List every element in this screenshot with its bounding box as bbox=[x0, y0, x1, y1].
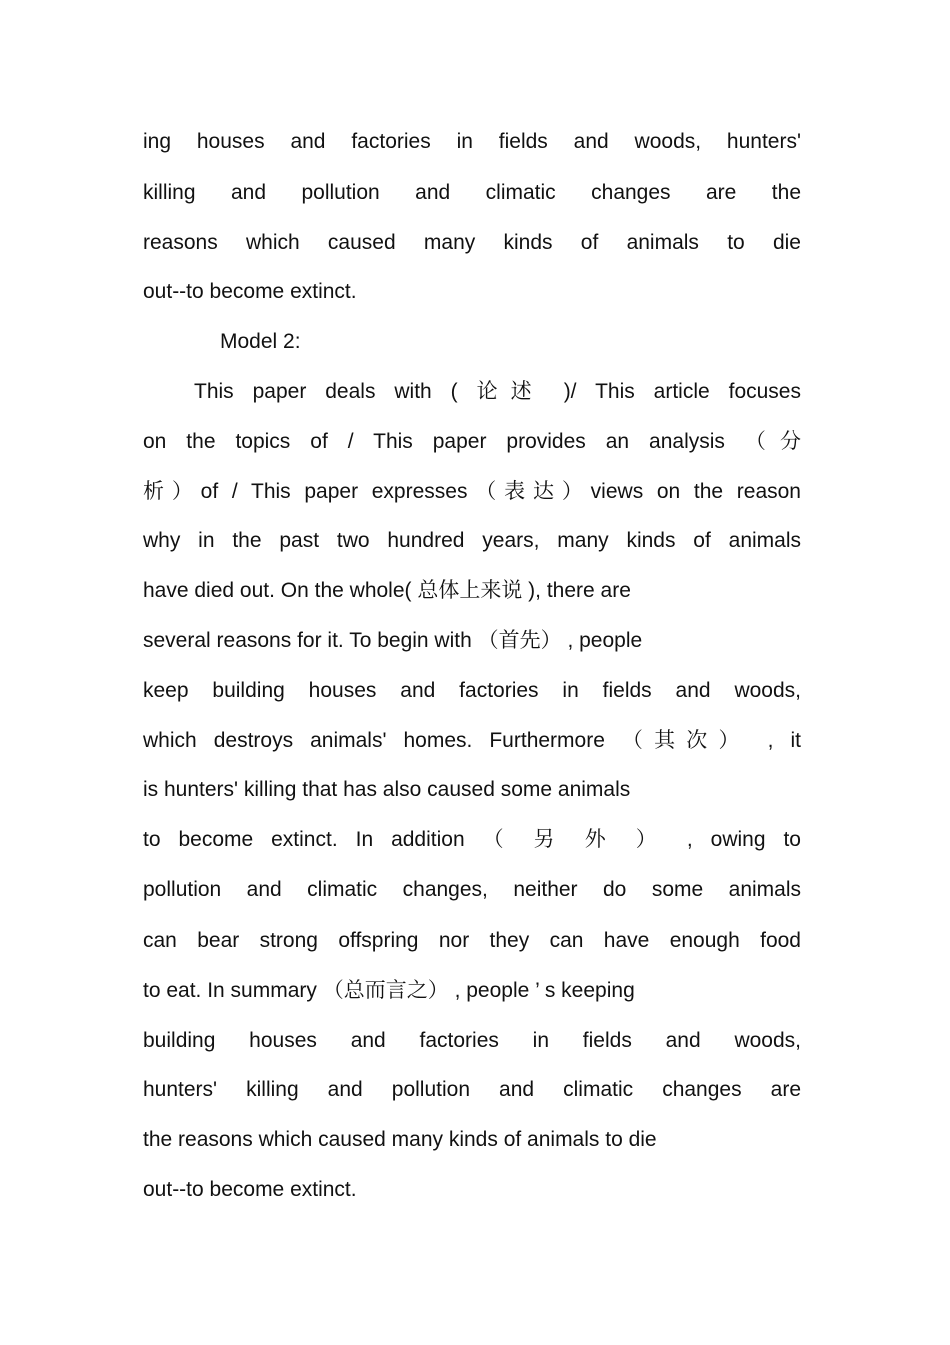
text-line: why in the past two hundred years, many kinds of animals bbox=[143, 529, 801, 552]
text-line: on the topics of / This paper provides an analysis （分 bbox=[143, 430, 801, 453]
text-line: to eat. In summary （总而言之） , people ’ s keeping bbox=[143, 979, 635, 1002]
text-line: to become extinct. In addition （ 另 外 ） , owing to bbox=[143, 828, 801, 851]
section-heading: Model 2: bbox=[220, 330, 301, 353]
text-line: 析）of / This paper expresses（表达）views on the reason bbox=[143, 480, 801, 503]
text-line: is hunters' killing that has also caused some animals bbox=[143, 778, 631, 801]
text-line: the reasons which caused many kinds of animals to die bbox=[143, 1128, 657, 1151]
text-line: out--to become extinct. bbox=[143, 280, 357, 303]
text-line: several reasons for it. To begin with （首先） , people bbox=[143, 629, 643, 652]
text-line: building houses and factories in fields and woods, bbox=[143, 1029, 801, 1052]
text-line: This paper deals with ( 论述 )/ This article focuses bbox=[194, 380, 801, 403]
text-line: have died out. On the whole( 总体上来说 ), there are bbox=[143, 579, 631, 602]
text-line: which destroys animals' homes. Furthermore （其次） , it bbox=[143, 729, 801, 752]
text-line: killing and pollution and climatic changes are the bbox=[143, 181, 801, 204]
text-line: can bear strong offspring nor they can have enough food bbox=[143, 929, 801, 952]
text-line: keep building houses and factories in fields and woods, bbox=[143, 679, 801, 702]
text-line: hunters' killing and pollution and climatic changes are bbox=[143, 1078, 801, 1101]
text-line: out--to become extinct. bbox=[143, 1178, 357, 1201]
text-line: pollution and climatic changes, neither do some animals bbox=[143, 878, 801, 901]
text-line: reasons which caused many kinds of animals to die bbox=[143, 231, 801, 254]
text-line: ing houses and factories in fields and woods, hunters' bbox=[143, 130, 801, 153]
